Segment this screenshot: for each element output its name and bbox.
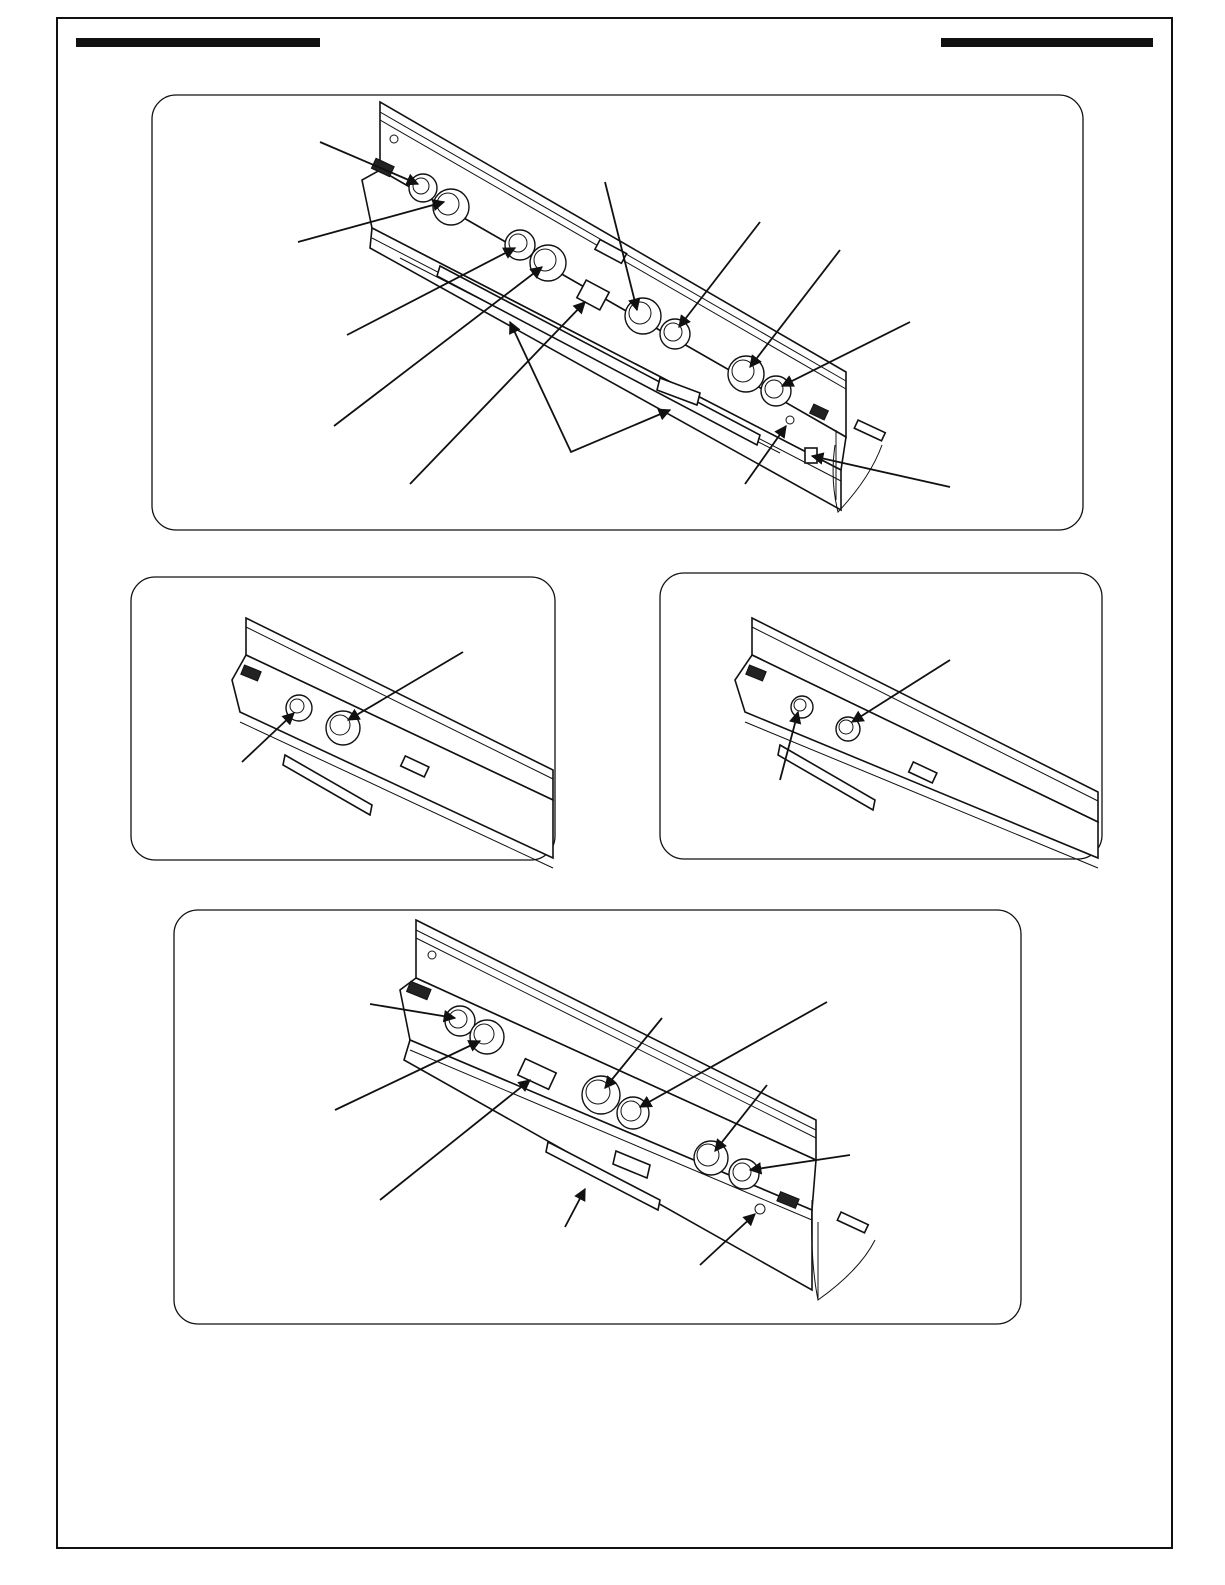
top-knob-1[interactable]	[409, 174, 437, 202]
top-knob-4[interactable]	[530, 245, 566, 281]
bottom-knob-2[interactable]	[470, 1020, 504, 1054]
middle-right-knob-1[interactable]	[791, 696, 813, 718]
top-knob-2[interactable]	[433, 189, 469, 225]
top-control-panel	[362, 102, 885, 512]
header-bar-left	[76, 38, 320, 47]
leader-line	[410, 302, 585, 484]
middle-right-knob-2[interactable]	[836, 717, 860, 741]
bottom-knob-3[interactable]	[582, 1076, 620, 1114]
top-figure	[152, 95, 1083, 530]
leader-line	[565, 1189, 585, 1227]
top-knob-6[interactable]	[660, 319, 690, 349]
bottom-control-panel	[400, 920, 875, 1300]
bottom-knob-6[interactable]	[729, 1159, 759, 1189]
top-knob-7[interactable]	[728, 356, 764, 392]
middle-right-figure	[660, 573, 1102, 868]
leader-line	[334, 267, 542, 426]
top-knob-5[interactable]	[625, 298, 661, 334]
bottom-figure	[174, 910, 1021, 1324]
header-bar-right	[941, 38, 1153, 47]
leader-line	[380, 1080, 530, 1200]
top-knob-8[interactable]	[761, 376, 791, 406]
port-icon	[805, 448, 817, 463]
bottom-knob-5[interactable]	[694, 1141, 728, 1175]
top-knob-3[interactable]	[505, 230, 535, 260]
middle-left-figure	[131, 577, 555, 868]
bottom-knob-4[interactable]	[617, 1097, 649, 1129]
middle-left-control-panel	[232, 618, 553, 868]
